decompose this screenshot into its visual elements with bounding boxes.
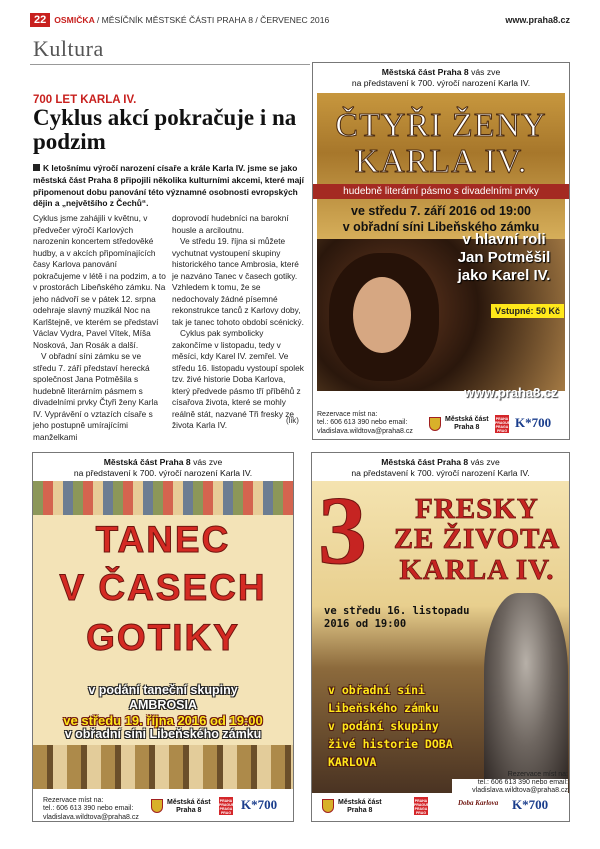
poster-url-link[interactable]: www.praha8.cz xyxy=(464,385,558,400)
poster-description-line: Libeňského zámku xyxy=(328,701,439,715)
praha8-crest-icon xyxy=(151,799,163,813)
paragraph: Cyklus pak symbolicky zakončíme v listopadu, tedy v měsíci, kdy Karel IV. zemřel. Ve středu 16. listopadu vystoupí spolek tzv. živé historie Doba Karlova, který předvede pásmo tří příběhů z císařova života, které se mohly reálně stát, nazvané Tři fresky ze života Karla IV. xyxy=(172,328,304,430)
poster-date: ve středu 19. října 2016 od 19:00 xyxy=(63,713,263,728)
paragraph: Cyklus jsme zahájili v květnu, v předvečer výročí Karlových narozenin koncertem středověké hudby, a v akcích připomínajících časy Karlova panování pokračujeme v létě i na podzim, a to v prostorách Libeňského zámku. Na jeho nádvoří se v pátek 12. srpna odehraje slavný muzikál Noc na Karlštejně, ve kterém se představí Václav Vydra, Pavel Vítek, Míša Nosková, Jan Rosák a další. xyxy=(33,213,166,350)
invitation-occasion: na představení k 700. výročí narození Karla IV. xyxy=(351,78,531,88)
poster-description-line: živé historie DOBA xyxy=(328,737,453,751)
poster-title-line-3: GOTIKY xyxy=(86,617,240,658)
poster-title-line-1: ČTYŘI ŽENY xyxy=(335,107,547,144)
poster-description-line: KARLOVA xyxy=(328,755,377,769)
poster-title-line-2: ZE ŽIVOTA xyxy=(393,523,561,555)
poster-description-line: v obřadní síni xyxy=(328,683,425,697)
poster-venue-line: v obřadní síni Libeňského zámku xyxy=(342,220,540,234)
poster-fresky xyxy=(311,452,570,822)
praha-logo-icon: PRAHA PRAGUE PRAGA PRAG xyxy=(495,417,510,433)
poster-invitation xyxy=(312,457,569,479)
poster-date-line: ve středu 16. listopadu xyxy=(324,605,470,617)
article-column-1 xyxy=(33,213,166,443)
poster-title-line-3: KARLA IV. xyxy=(399,554,555,586)
poster-title-line-1: FRESKY xyxy=(415,493,539,525)
poster-group-name: AMBROSIA xyxy=(128,698,198,712)
page-header xyxy=(30,10,570,30)
poster-title-line-1: TANEC xyxy=(95,519,231,560)
paragraph: V obřadní síni zámku se ve středu 7. září představí herecká společnost Jana Potměšila s hudebně literárním pásmem s divadelními prvky Čtyři ženy Karla IV. Vyprávění o vztazích císaře s jeho postupně umírajícími manželkami xyxy=(33,351,158,442)
reservation-email-link[interactable]: vladislava.wildtova@praha8.cz xyxy=(472,787,568,795)
invitation-org: Městská část Praha 8 xyxy=(103,457,191,467)
header-url-link[interactable]: www.praha8.cz xyxy=(505,15,570,25)
organizer-line: Městská část xyxy=(338,799,382,806)
poster-description-line: v podání skupiny xyxy=(328,719,439,733)
medieval-dancers-frieze xyxy=(33,481,293,515)
article-lead-text: K letošnímu výročí narození císaře a krále Karla IV. jsme se jako městská část Praha 8 připojili několika kulturními akcemi, které mají připomenout dobu panování této významné osobnosti evropských dějin a „největšího z Čechů“. xyxy=(33,163,304,209)
paragraph: Ve středu 19. října si můžete vychutnat vystoupení skupiny historického tance Ambrosia, které je nazváno Tanec v časech gotiky. Vzhledem k tomu, že se nedochovaly žádné písemné rekonstrukce tanců z Karlovy doby, tak je tanec tohoto období scénický. xyxy=(172,236,304,327)
organizer-name xyxy=(167,799,211,815)
invitation-org: Městská část Praha 8 xyxy=(381,67,469,77)
paragraph: doprovodí hudebníci na barokní housle a arciloutnu. xyxy=(172,213,289,235)
reservation-label: Rezervace míst na: xyxy=(507,771,568,778)
ticket-price-badge: Vstupné: 50 Kč xyxy=(491,304,564,318)
praha8-crest-icon xyxy=(322,799,334,813)
reservation-phone: tel.: 606 613 390 nebo email: xyxy=(317,419,408,427)
reservation-info xyxy=(43,797,139,822)
organizer-line: Praha 8 xyxy=(347,807,373,814)
section-divider xyxy=(30,64,310,65)
karel-700-logo: K*700 xyxy=(241,797,278,812)
organizer-line: Praha 8 xyxy=(454,424,480,431)
organizer-line: Městská část xyxy=(445,416,489,423)
magazine-name: OSMIČKA xyxy=(54,15,95,25)
reservation-label: Rezervace míst na: xyxy=(43,797,104,804)
invitation-org: Městská část Praha 8 xyxy=(381,457,469,467)
karel-700-logo: K*700 xyxy=(515,415,552,430)
praha-logo-icon: PRAHA PRAGUE PRAGA PRAG xyxy=(219,799,234,815)
invitation-occasion: na představení k 700. výročí narození Karla IV. xyxy=(73,468,253,478)
invitation-verb: vás zve xyxy=(190,457,223,467)
organizer-line: Městská část xyxy=(167,799,211,806)
doba-karlova-logo: Doba Karlova xyxy=(458,799,499,807)
poster-genre-banner: hudebně literární pásmo s divadelními prvky xyxy=(313,184,569,199)
actor-face-shape xyxy=(353,277,411,353)
poster-time-line: 2016 od 19:00 xyxy=(324,618,407,630)
role-line: Jan Potměšil xyxy=(457,249,551,266)
article-column-2 xyxy=(172,213,305,432)
poster-invitation xyxy=(33,457,293,479)
invitation-occasion: na představení k 700. výročí narození Karla IV. xyxy=(351,468,530,478)
reservation-info xyxy=(317,411,413,436)
reservation-label: Rezervace míst na: xyxy=(317,411,378,418)
poster-title-line-2: V ČASECH xyxy=(59,567,267,608)
poster-date xyxy=(324,605,504,631)
article-headline: Cyklus akcí pokračuje i na podzim xyxy=(33,105,297,154)
poster-invitation xyxy=(313,67,569,89)
article-byline: (lik) xyxy=(286,416,299,425)
role-line: jako Karel IV. xyxy=(457,267,551,284)
reservation-phone: tel.: 606 613 390 nebo email: xyxy=(43,805,134,813)
invitation-verb: vás zve xyxy=(468,457,500,467)
reservation-contact xyxy=(452,779,568,796)
page-number: 22 xyxy=(30,13,50,27)
poster-number: 3 xyxy=(318,477,367,585)
poster-bottom-frieze xyxy=(33,745,293,789)
reservation-phone: tel.: 606 613 390 nebo email: xyxy=(477,779,568,786)
article-lead xyxy=(33,163,309,210)
organizer-name xyxy=(338,799,382,815)
poster-tanec xyxy=(32,452,294,822)
organizer-line: Praha 8 xyxy=(176,807,202,814)
header-issue-info: / MĚSÍČNÍK MĚSTSKÉ ČÁSTI PRAHA 8 / ČERVENEC 2016 xyxy=(96,15,330,25)
poster-title-line-2: KARLA IV. xyxy=(354,143,528,180)
reservation-email-link[interactable]: vladislava.wildtova@praha8.cz xyxy=(317,427,413,435)
poster-venue: v obřadní síni Libeňského zámku xyxy=(64,727,262,741)
role-line: v hlavní roli xyxy=(462,231,546,248)
praha8-crest-icon xyxy=(429,417,441,431)
article-kicker: 700 LET KARLA IV. xyxy=(33,94,137,106)
reservation-email-link[interactable]: vladislava.wildtova@praha8.cz xyxy=(43,813,139,821)
praha-logo-icon: PRAHA PRAGUE PRAGA PRAG xyxy=(414,799,429,815)
organizer-name xyxy=(445,416,489,432)
poster-subtitle: v podání taneční skupiny xyxy=(88,683,238,697)
poster-lead-role xyxy=(441,231,567,285)
poster-ctyri-zeny xyxy=(312,62,570,440)
invitation-verb: vás zve xyxy=(468,67,501,77)
section-title: Kultura xyxy=(33,36,104,61)
poster-date-line: ve středu 7. září 2016 od 19:00 xyxy=(351,204,531,218)
karel-700-logo: K*700 xyxy=(512,797,549,812)
poster-footer xyxy=(313,407,569,440)
square-bullet-icon xyxy=(33,164,40,171)
